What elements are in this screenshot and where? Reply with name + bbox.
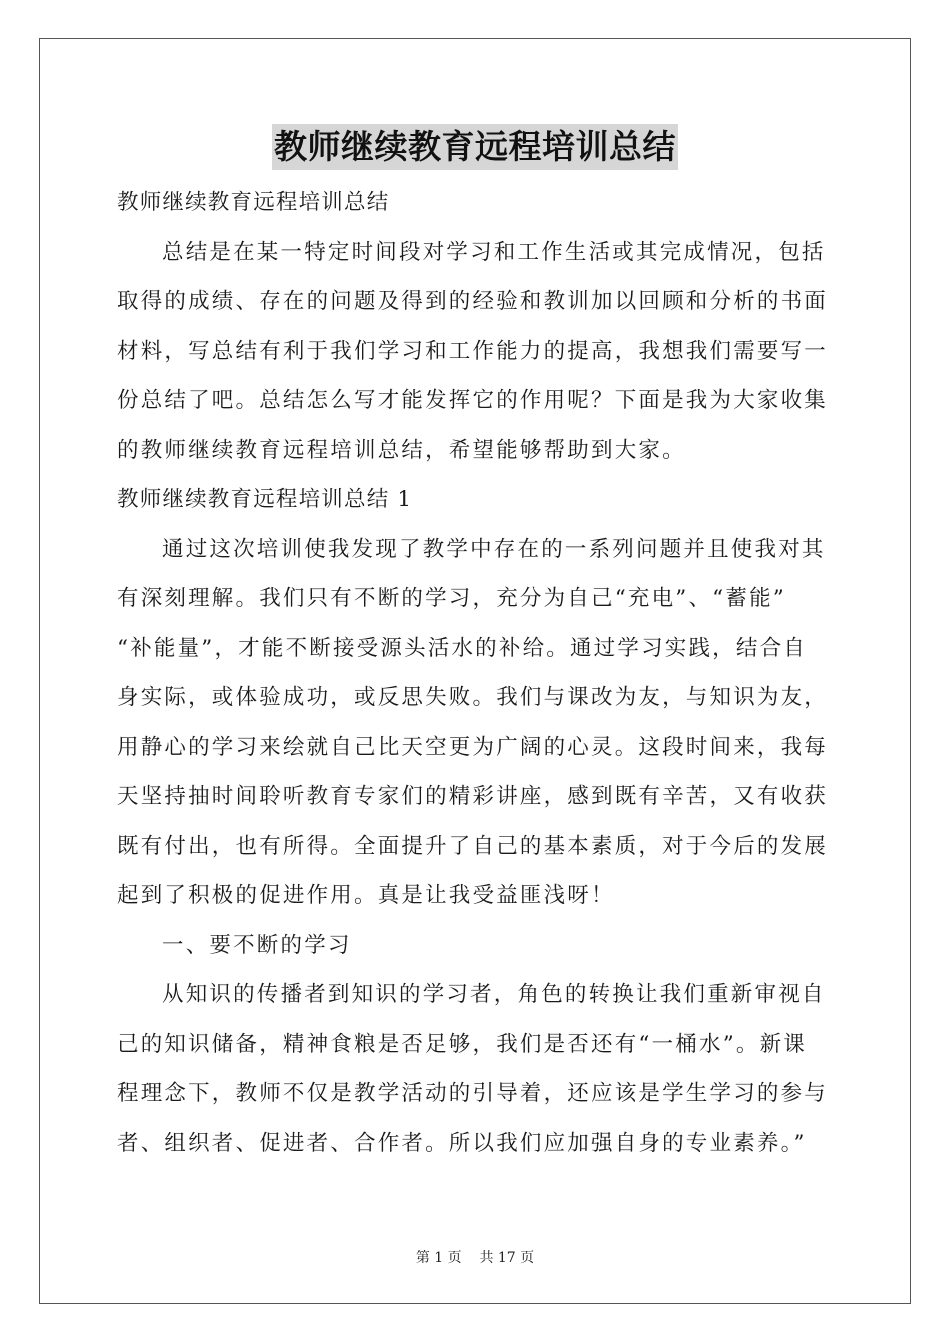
body-paragraph-2	[117, 970, 833, 1168]
text-line: 材料，写总结有利于我们学习和工作能力的提高，我想我们需要写一	[117, 338, 829, 364]
text-line: 身实际，或体验成功，或反思失败。我们与课改为友，与知识为友，	[117, 685, 829, 710]
text-line: 起到了积极的促进作用。真是让我受益匪浅呀！	[117, 883, 615, 908]
text-line: 总结是在某一特定时间段对学习和工作生活或其完成情况，包括	[162, 239, 826, 265]
text-line: 用静心的学习来绘就自己比天空更为广阔的心灵。这段时间来，我每	[117, 734, 829, 760]
text-line: 份总结了吧。总结怎么写才能发挥它的作用呢？下面是我为大家收集	[117, 388, 829, 413]
body-paragraph	[117, 525, 833, 921]
sub-heading: 一、要不断的学习	[162, 932, 352, 958]
text-line: 取得的成绩、存在的问题及得到的经验和教训加以回顾和分析的书面	[117, 289, 829, 314]
text-line: 既有付出，也有所得。全面提升了自己的基本素质，对于今后的发展	[117, 833, 829, 859]
page-number: 第 1 页	[415, 1250, 462, 1266]
page-footer	[0, 1247, 950, 1267]
text-line: 通过这次培训使我发现了教学中存在的一系列问题并且使我对其	[162, 536, 826, 562]
text-line: 有深刻理解。我们只有不断的学习，充分为自己“充电”、“蓄能”	[117, 586, 786, 611]
text-line: “补能量”，才能不断接受源头活水的补给。通过学习实践，结合自	[117, 635, 807, 661]
text-line: 天坚持抽时间聆听教育专家们的精彩讲座，感到既有辛苦，又有收获	[117, 784, 829, 809]
text-line: 己的知识储备，精神食粮是否足够，我们是否还有“一桶水”。新课	[117, 1031, 807, 1057]
text-line: 程理念下，教师不仅是教学活动的引导着，还应该是学生学习的参与	[117, 1081, 829, 1106]
title-text: 教师继续教育远程培训总结	[272, 124, 678, 170]
text-line: 的教师继续教育远程培训总结，希望能够帮助到大家。	[117, 437, 686, 463]
intro-paragraph	[117, 228, 833, 476]
document-title	[0, 124, 950, 174]
text-line: 从知识的传播者到知识的学习者，角色的转换让我们重新审视自	[162, 982, 826, 1007]
page-total: 共 17 页	[479, 1250, 535, 1266]
section-heading: 教师继续教育远程培训总结 1	[117, 487, 413, 512]
document-subtitle: 教师继续教育远程培训总结	[117, 190, 390, 215]
text-line: 者、组织者、促进者、合作者。所以我们应加强自身的专业素养。”	[117, 1130, 807, 1156]
document-body	[117, 178, 833, 1168]
